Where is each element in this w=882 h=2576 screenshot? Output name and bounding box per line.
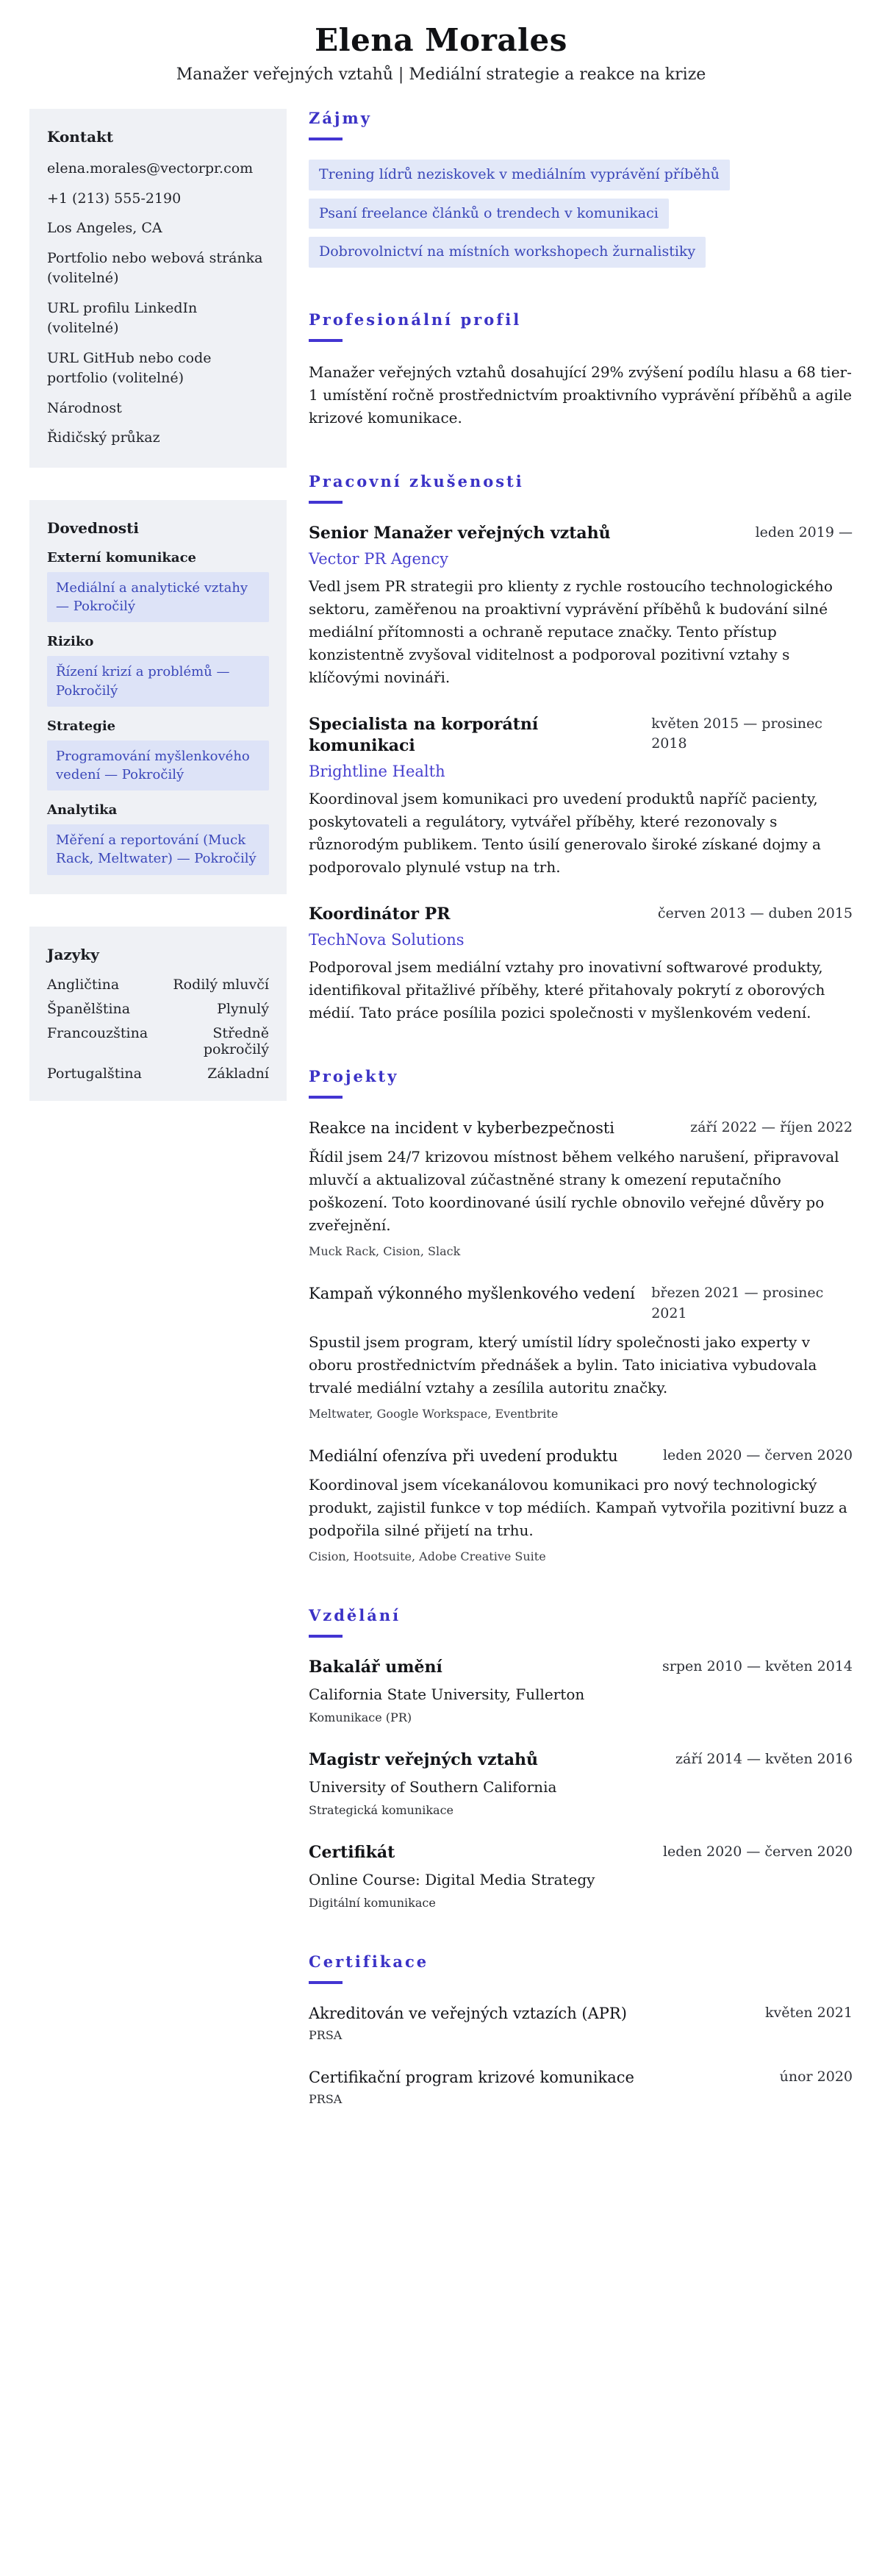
skills-section [29, 500, 287, 894]
skill-category: Externí komunikace [47, 550, 196, 566]
project-entry [309, 1283, 853, 1421]
job-dates: leden 2019 — [755, 524, 853, 540]
job-entry-head [309, 904, 853, 926]
sidebar [29, 109, 287, 1133]
language-row [47, 977, 269, 993]
section-underline [309, 1981, 343, 1984]
skill-category: Strategie [47, 718, 116, 734]
education-field: Strategická komunikace [309, 1802, 454, 1817]
education-entry-head [309, 1749, 853, 1772]
job-dates: květen 2015 — prosinec 2018 [651, 715, 822, 752]
language-name: Portugalština [47, 1065, 143, 1082]
candidate-name: Elena Morales [315, 22, 567, 58]
language-name: Francouzština [47, 1024, 148, 1041]
skill-category: Riziko [47, 634, 94, 650]
job-company[interactable]: TechNova Solutions [309, 930, 465, 949]
language-level: Středně pokročilý [203, 1024, 269, 1057]
interest-chip: Psaní freelance článků o trendech v komunikaci [309, 199, 669, 229]
skill-chip: Řízení krizí a problémů — Pokročilý [47, 656, 269, 706]
job-description: Koordinoval jsem komunikaci pro uvedení produktů napříč pacienty, poskytovateli a regulátory, vytvářel příběhy, které rezonovaly s různorodým publikem. Tento úsilí generovalo široké získané dojmy a podporovalo plynulé vstup na trh. [309, 789, 821, 876]
education-title: Vzdělání [309, 1606, 401, 1625]
contact-section [29, 109, 287, 468]
main-column [309, 109, 853, 2106]
profile-section [309, 310, 853, 429]
education-degree: Bakalář umění [309, 1658, 442, 1677]
contact-nationality: Národnost [47, 399, 122, 416]
education-section [309, 1606, 853, 1909]
job-entry [309, 904, 853, 1024]
certifications-title: Certifikace [309, 1952, 429, 1971]
job-role: Senior Manažer veřejných vztahů [309, 523, 611, 543]
section-underline [309, 501, 343, 504]
certification-name: Certifikační program krizové komunikace [309, 2068, 634, 2086]
job-description: Podporoval jsem mediální vztahy pro inovativní softwarové produkty, identifikoval přitažlivé příběhy, které přitahovaly pokrytí z oborových médií. Tato práce posílila pozici společnosti v myšlenkovém vedení. [309, 957, 825, 1021]
project-entry-head [309, 1446, 853, 1466]
contact-github: URL GitHub nebo code portfolio (volitelné) [47, 349, 212, 387]
project-description: Spustil jsem program, který umístil lídry společnosti jako experty v oboru prostřednictvím přednášek a bylin. Tato iniciativa vybudovala trvalé mediální vztahy a zesílila autoritu značky. [309, 1333, 817, 1397]
project-tools: Meltwater, Google Workspace, Eventbrite [309, 1407, 559, 1421]
project-description: Koordinoval jsem vícekanálovou komunikaci pro nový technologický produkt, zajistil funkce v top médiích. Kampaň vytvořila pozitivní buzz a podpořila silné přijetí na trhu. [309, 1476, 847, 1540]
job-entry-head [309, 523, 853, 545]
candidate-tagline: Manažer veřejných vztahů | Mediální strategie a reakce na krize [176, 65, 706, 84]
education-school: University of Southern California [309, 1777, 557, 1796]
certification-date: únor 2020 [779, 2068, 853, 2085]
contact-portfolio: Portfolio nebo webová stránka (volitelné) [47, 249, 263, 287]
project-tools: Muck Rack, Cision, Slack [309, 1244, 461, 1259]
profile-summary: Manažer veřejných vztahů dosahující 29% zvýšení podílu hlasu a 68 tier-1 umístění ročně prostřednictvím proaktivního vyprávění příběhů a agile krizové komunikace. [309, 363, 852, 427]
language-level: Základní [207, 1065, 269, 1082]
language-name: Španělština [47, 1000, 131, 1017]
section-underline [309, 138, 343, 140]
skill-chip: Mediální a analytické vztahy — Pokročilý [47, 572, 269, 622]
section-underline [309, 1096, 343, 1099]
language-level: Rodilý mluvčí [173, 976, 269, 993]
skill-category: Analytika [47, 802, 118, 818]
certification-entry [309, 2067, 853, 2106]
certification-entry [309, 2003, 853, 2042]
project-dates: leden 2020 — červen 2020 [662, 1447, 853, 1464]
projects-title: Projekty [309, 1066, 399, 1085]
project-dates: březen 2021 — prosinec 2021 [651, 1285, 824, 1321]
interests-section [309, 109, 853, 268]
interests-title: Zájmy [309, 109, 372, 127]
certification-entry-head [309, 2067, 853, 2088]
interest-chip: Trening lídrů neziskovek v mediálním vyprávění příběhů [309, 160, 730, 190]
interest-row [309, 199, 853, 229]
education-dates: září 2014 — květen 2016 [675, 1751, 853, 1768]
languages-section [29, 927, 287, 1101]
education-field: Komunikace (PR) [309, 1710, 412, 1725]
contact-driving-license: Řidičský průkaz [47, 429, 160, 446]
profile-title: Profesionální profil [309, 310, 522, 329]
education-dates: srpen 2010 — květen 2014 [662, 1658, 853, 1675]
experience-title: Pracovní zkušenosti [309, 471, 524, 490]
contact-linkedin: URL profilu LinkedIn (volitelné) [47, 299, 198, 337]
job-dates: červen 2013 — duben 2015 [657, 905, 853, 921]
education-entry [309, 1749, 853, 1817]
certification-date: květen 2021 [764, 2004, 853, 2021]
job-role: Specialista na korporátní komunikaci [309, 714, 539, 756]
certification-name: Akreditován ve veřejných vztazích (APR) [309, 2004, 627, 2022]
skill-chip: Měření a reportování (Muck Rack, Meltwater) — Pokročilý [47, 824, 269, 874]
job-entry [309, 523, 853, 689]
projects-section [309, 1067, 853, 1564]
certifications-section [309, 1952, 853, 2107]
project-entry [309, 1118, 853, 1258]
two-column-layout [29, 109, 853, 2106]
section-underline [309, 339, 343, 342]
project-name: Kampaň výkonného myšlenkového vedení [309, 1285, 635, 1303]
interest-row [309, 160, 853, 190]
education-entry-head [309, 1657, 853, 1679]
language-name: Angličtina [47, 976, 120, 993]
skills-title: Dovednosti [47, 519, 139, 538]
project-description: Řídil jsem 24/7 krizovou místnost během velkého narušení, připravoval mluvčí a aktualizoval zúčastněné strany k omezení reputačního poškození. Toto koordinované úsilí rychle obnovilo veřejné důvěry po zveřejnění. [309, 1148, 839, 1235]
education-dates: leden 2020 — červen 2020 [662, 1843, 853, 1860]
skill-group [47, 634, 269, 706]
skill-group [47, 550, 269, 622]
project-name: Reakce na incident v kyberbezpečnosti [309, 1118, 615, 1137]
language-row [47, 1001, 269, 1017]
skill-group [47, 802, 269, 874]
education-school: Online Course: Digital Media Strategy [309, 1870, 595, 1888]
job-entry [309, 714, 853, 879]
certification-entry-head [309, 2003, 853, 2024]
education-degree: Magistr veřejných vztahů [309, 1750, 538, 1770]
project-dates: září 2022 — říjen 2022 [690, 1118, 853, 1135]
education-school: California State University, Fullerton [309, 1685, 585, 1704]
interest-row [309, 237, 853, 268]
language-level: Plynulý [217, 1000, 269, 1017]
contact-email: elena.morales@vectorpr.com [47, 160, 254, 176]
skill-group [47, 718, 269, 791]
job-company[interactable]: Brightline Health [309, 762, 445, 780]
education-entry [309, 1657, 853, 1724]
language-row [47, 1025, 269, 1057]
job-company[interactable]: Vector PR Agency [309, 549, 449, 568]
contact-phone: +1 (213) 555-2190 [47, 190, 182, 207]
project-entry [309, 1446, 853, 1563]
certification-issuer: PRSA [309, 2092, 343, 2107]
contact-location: Los Angeles, CA [47, 220, 162, 237]
education-entry [309, 1842, 853, 1910]
education-degree: Certifikát [309, 1842, 395, 1862]
project-entry-head [309, 1118, 853, 1138]
project-tools: Cision, Hootsuite, Adobe Creative Suite [309, 1549, 546, 1564]
project-name: Mediální ofenzíva při uvedení produktu [309, 1447, 618, 1466]
skill-chip: Programování myšlenkového vedení — Pokročilý [47, 741, 269, 791]
experience-section [309, 472, 853, 1024]
resume-header [29, 22, 853, 84]
project-entry-head [309, 1283, 853, 1324]
certification-issuer: PRSA [309, 2027, 343, 2042]
education-field: Digitální komunikace [309, 1895, 436, 1910]
languages-title: Jazyky [47, 945, 99, 963]
job-entry-head [309, 714, 853, 757]
interest-chip: Dobrovolnictví na místních workshopech žurnalistiky [309, 237, 706, 268]
job-description: Vedl jsem PR strategii pro klienty z rychle rostoucího technologického sektoru, zaměřenou na proaktivní vyprávění příběhů k budování silné mediální přítomnosti a ochraně reputace značky. Tento přístup konzistentně zvyšoval viditelnost a podporoval pozitivní vztahy s klíčovými novináři. [309, 577, 833, 686]
section-underline [309, 1635, 343, 1638]
contact-title: Kontakt [47, 128, 114, 146]
job-role: Koordinátor PR [309, 904, 451, 924]
education-entry-head [309, 1842, 853, 1864]
language-row [47, 1066, 269, 1082]
